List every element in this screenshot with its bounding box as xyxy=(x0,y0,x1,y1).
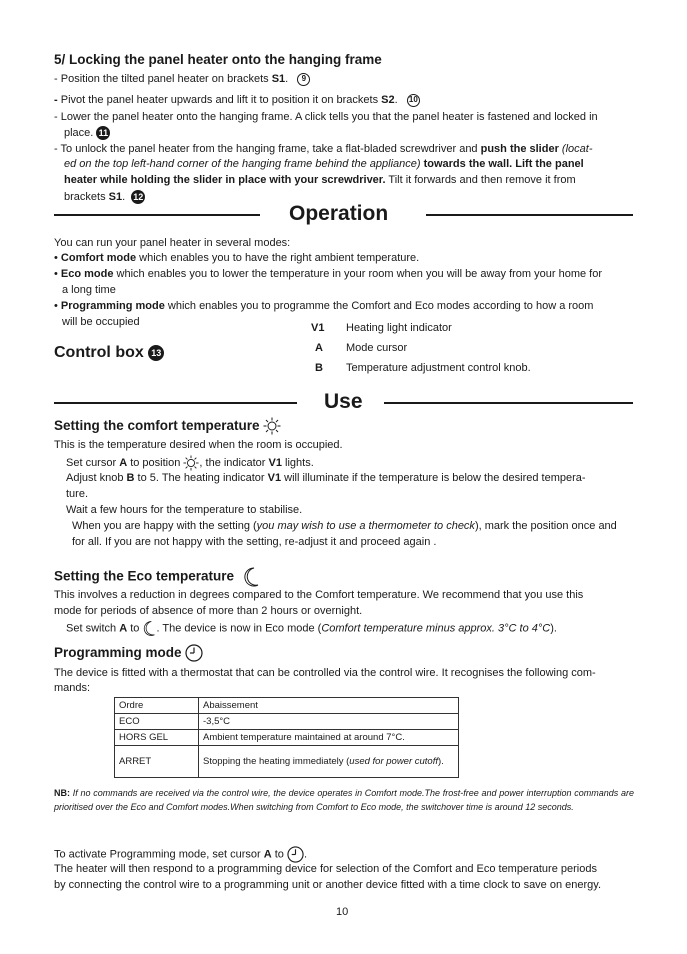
clock-icon xyxy=(287,846,304,863)
clock-icon xyxy=(185,644,203,662)
mode-eco-cont: a long time xyxy=(62,284,116,296)
table-cell: ECO xyxy=(115,714,199,730)
locking-item-4-l3: heater while holding the slider in place with your screwdriver. Tilt it forwards and then remove it from xyxy=(64,174,576,186)
locking-item-1: - Position the tilted panel heater on brackets S1. 9 xyxy=(54,72,310,88)
table-cell: Ordre xyxy=(115,698,199,714)
comfort-l3: Adjust knob B to 5. The heating indicator V1 will illuminate if the temperature is below the desired tempera- xyxy=(66,472,586,484)
locking-title: 5/ Locking the panel heater onto the hanging frame xyxy=(54,52,382,67)
operation-rule-right xyxy=(426,214,633,216)
figure-12-badge: 12 xyxy=(133,192,144,203)
operation-title: Operation xyxy=(289,202,389,225)
mode-eco: • Eco mode which enables you to lower the temperature in your room when you will be away from your home for xyxy=(54,268,603,280)
locking-item-4-l4: brackets S1. 12 xyxy=(64,191,144,203)
sun-icon xyxy=(183,455,199,471)
figure-13-badge: 13 xyxy=(148,345,164,361)
use-rule-right xyxy=(384,402,633,404)
locking-item-3-cont: place. 11 xyxy=(64,126,110,142)
programming-l1: The device is fitted with a thermostat that can be controlled via the control wire. It recognises the following com- xyxy=(54,667,596,679)
comfort-l4: ture. xyxy=(66,488,89,500)
final-l2: by connecting the control wire to a programming unit or another device fitted with a time clock to save on energy. xyxy=(54,879,602,891)
table-cell: -3,5°C xyxy=(199,714,459,730)
operation-rule-left xyxy=(54,214,260,216)
sun-icon xyxy=(263,417,281,435)
mode-comfort: • Comfort mode which enables you to have the right ambient temperature. xyxy=(54,252,420,264)
nb-note: NB: If no commands are received via the control wire, the device operates in Comfort mode.The frost-free and power interruption commands are prioritised over the Eco and Comfort modes.When switching from Comfort to Eco mode, the switchover time is around 12 seconds. xyxy=(54,788,634,812)
table-cell: Ambient temperature maintained at around 7°C. xyxy=(199,730,459,746)
use-rule-left xyxy=(54,402,297,404)
eco-heading: Setting the Eco temperature xyxy=(54,567,260,587)
table-cell: ARRET xyxy=(115,746,199,778)
programming-l2: mands: xyxy=(54,682,91,694)
comfort-l5: Wait a few hours for the temperature to stabilise. xyxy=(66,504,303,516)
comfort-l6: When you are happy with the setting (you may wish to use a thermometer to check), mark the position once and xyxy=(72,520,617,532)
mode-programming-cont: will be occupied xyxy=(62,316,140,328)
control-box-title: Control box xyxy=(54,344,144,361)
locking-item-4-l2: ed on the top left-hand corner of the hanging frame behind the appliance) towards the wall. Lift the panel xyxy=(64,158,584,170)
manual-page: 5/ Locking the panel heater onto the hanging frame - Position the tilted panel heater on brackets S1. 9 - Pivot the panel heater upwards and lift it to position it on brackets S2. 10 - Lower the panel heater onto the hanging frame. A click tells you that the panel heater is fastened and locked in place. 11 - To unlock the panel heater from the hanging frame, take a flat-bladed screwdriver and push the slider (locat- ed on the top left-hand corner of the hanging frame behind the appliance) towards the wall. Lift the panel heater while holding the slider in place with your screwdriver. Tilt it forwards and then remove it from brackets S1. 12 Operation You can run your panel heater in several modes: • Comfort mode which enables you to have the right ambient temperature. • Eco mode which enables you to lower the temperature in your room when you will be away from your home for a long time • Programming mode which enables you to programme the Comfort and Eco modes according to how a room will be occupied Control box 13 V1 Heating light indicator A Mode cursor B Temperature adjustment control knob. Use Setting the comfort temperature This is the temperature desired when the room is occupied. Set cursor A to position , the indicator V1 lights. Adjust knob B to 5. The heating indicator V1 will illuminate if the temperature is below the desired tempera- ture. Wait a few hours for the temperature to stabilise. When you are happy with the setting (you may wish to use a thermometer to check), mark the position once and for all. If you are not happy with the setting, re-adjust it and proceed again . Setting the Eco temperature This involves a reduction in degrees compared to the Comfort temperature. We recommend that you use this mode for periods of absence of more than 2 hours or overnight. Set switch A to . The device is now in Eco mode (Comfort temperature minus approx. 3°C to 4°C). Programming mode The device is fitted with a thermostat that can be controlled via the control wire. It recognises the following com- mands: Ordre Abaissement ECO -3,5°C HORS GEL Ambient temperature maintained at around 7°C. ARRET Stopping the heating immediately (used for power cutoff). NB: If no commands are received via the control wire, the device operates in Comfort mode.The frost-free and power interruption commands are prioritised over the Eco and Comfort modes.When switching from Comfort to Eco mode, the switchover time is around 12 seconds. To activate Programming mode, set cursor A to . The heater will then respond to a programming device for selection of the Comfort and Eco temperature periods by connecting the control wire to a programming unit or another device fitted with a time clock to save on energy. 10 xyxy=(0,0,687,954)
locking-item-4: - To unlock the panel heater from the hanging frame, take a flat-bladed screwdriver and push the slider (locat- xyxy=(54,143,593,155)
table-cell: Stopping the heating immediately (used for power cutoff). xyxy=(199,746,459,778)
activate-line: To activate Programming mode, set cursor A to . xyxy=(54,846,307,862)
page-number: 10 xyxy=(336,906,349,918)
eco-l3: Set switch A to . The device is now in Eco mode (Comfort temperature minus approx. 3°C to 4°C). xyxy=(66,620,557,636)
final-l1: The heater will then respond to a programming device for selection of the Comfort and Eco temperature periods xyxy=(54,863,597,875)
programming-heading: Programming mode xyxy=(54,644,203,662)
comfort-l1: This is the temperature desired when the room is occupied. xyxy=(54,439,343,451)
moon-icon xyxy=(142,620,156,637)
eco-l1: This involves a reduction in degrees compared to the Comfort temperature. We recommend that you use this xyxy=(54,589,584,601)
table-row xyxy=(115,730,459,746)
moon-icon xyxy=(242,567,260,587)
comfort-heading: Setting the comfort temperature xyxy=(54,417,281,435)
figure-11-badge: 11 xyxy=(96,126,110,140)
locking-item-3: - Lower the panel heater onto the hanging frame. A click tells you that the panel heater is fastened and locked in xyxy=(54,111,598,123)
table-cell: Abaissement xyxy=(199,698,459,714)
comfort-l2: Set cursor A to position , the indicator V1 lights. xyxy=(66,455,314,471)
figure-9-badge: 9 xyxy=(297,73,310,86)
table-row xyxy=(115,714,459,730)
figure-10-badge: 10 xyxy=(407,94,420,107)
commands-table xyxy=(114,697,459,778)
operation-intro: You can run your panel heater in several modes: xyxy=(54,237,291,249)
table-row xyxy=(115,698,459,714)
locking-item-2: - Pivot the panel heater upwards and lift it to position it on brackets S2. 10 xyxy=(54,93,420,109)
use-title: Use xyxy=(324,390,363,413)
eco-l2: mode for periods of absence of more than 2 hours or overnight. xyxy=(54,605,363,617)
control-box-heading xyxy=(54,343,164,363)
table-row xyxy=(115,746,459,778)
table-cell: HORS GEL xyxy=(115,730,199,746)
mode-programming: • Programming mode which enables you to programme the Comfort and Eco modes according to how a room xyxy=(54,300,594,312)
comfort-l7: for all. If you are not happy with the setting, re-adjust it and proceed again . xyxy=(72,536,437,548)
